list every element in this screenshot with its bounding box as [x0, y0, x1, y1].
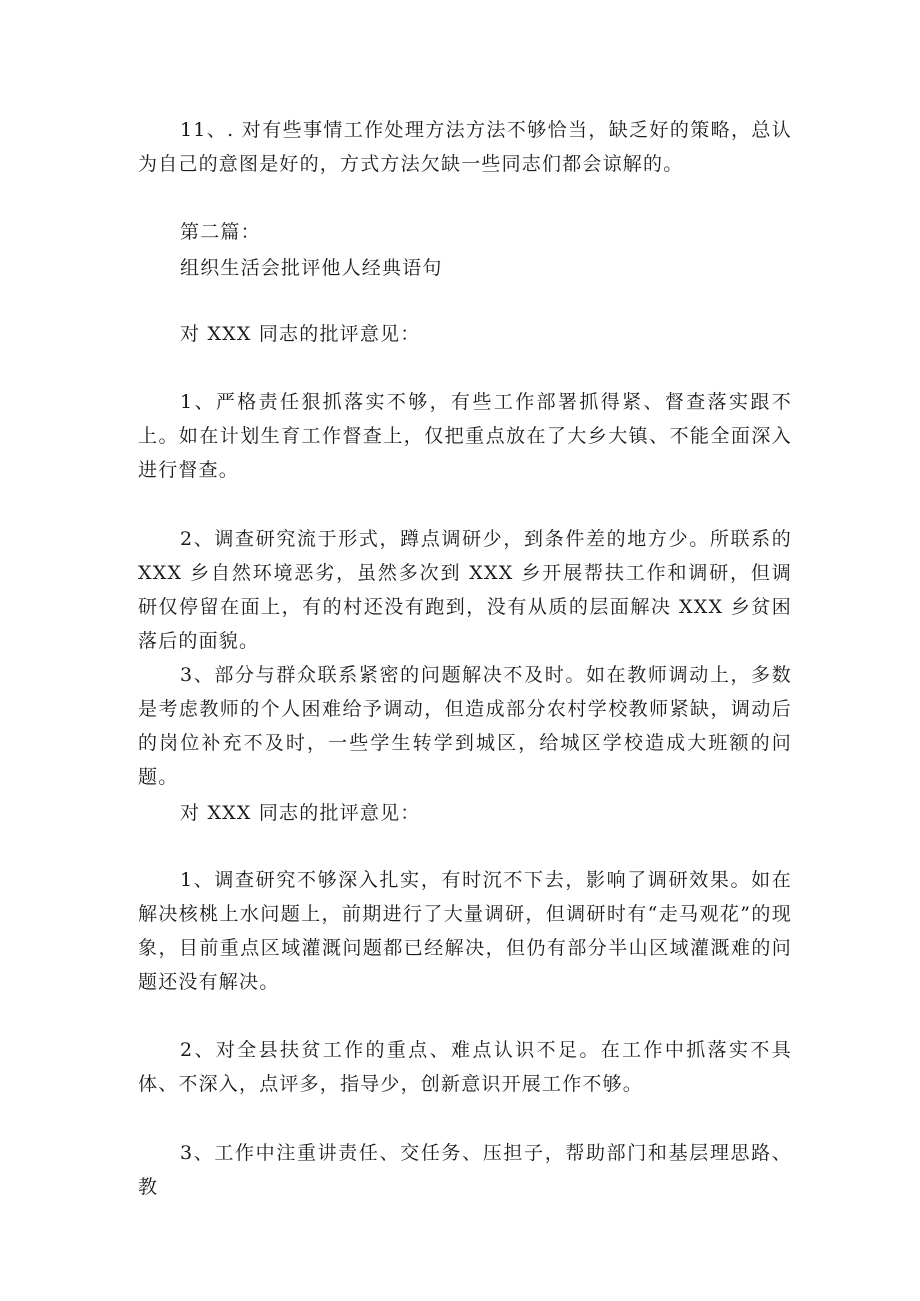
paragraph-item-11: 11、. 对有些事情工作处理方法方法不够恰当，缺乏好的策略，总认为自己的意图是好的，方式方法欠缺一些同志们都会谅解的。	[138, 119, 792, 175]
criticism-heading-1: 对 XXX 同志的批评意见：	[180, 323, 421, 345]
paragraph-point-3b: 3、工作中注重讲责任、交任务、压担子，帮助部门和基层理思路、教	[138, 1142, 792, 1198]
paragraph-point-1a: 1、严格责任狠抓落实不够，有些工作部署抓得紧、督查落实跟不上。如在计划生育工作督查上，仅把重点放在了大乡大镇、不能全面深入进行督查。	[138, 391, 792, 481]
paragraph-point-1b: 1、调查研究不够深入扎实，有时沉不下去，影响了调研效果。如在解决核桃上水问题上，前期进行了大量调研，但调研时有“走马观花”的现象，目前重点区域灌溉问题都已经解决，但仍有部分半山区域灌溉难的问题还没有解决。	[138, 869, 792, 993]
criticism-heading-2: 对 XXX 同志的批评意见：	[180, 802, 421, 824]
paragraph-point-2b: 2、对全县扶贫工作的重点、难点认识不足。在工作中抓落实不具体、不深入，点评多，指导少，创新意识开展工作不够。	[138, 1039, 792, 1095]
section-title: 组织生活会批评他人经典语句	[180, 257, 443, 279]
section-label: 第二篇：	[180, 221, 261, 243]
paragraph-point-2a: 2、调查研究流于形式，蹲点调研少，到条件差的地方少。所联系的 XXX 乡自然环境恶劣，虽然多次到 XXX 乡开展帮扶工作和调研，但调研仅停留在面上，有的村还没有跑到，没有从质的层面解决 XXX 乡贫困落后的面貌。	[138, 528, 792, 652]
paragraph-point-3a: 3、部分与群众联系紧密的问题解决不及时。如在教师调动上，多数是考虑教师的个人困难给予调动，但造成部分农村学校教师紧缺，调动后的岗位补充不及时，一些学生转学到城区，给城区学校造成大班额的问题。	[138, 664, 792, 788]
